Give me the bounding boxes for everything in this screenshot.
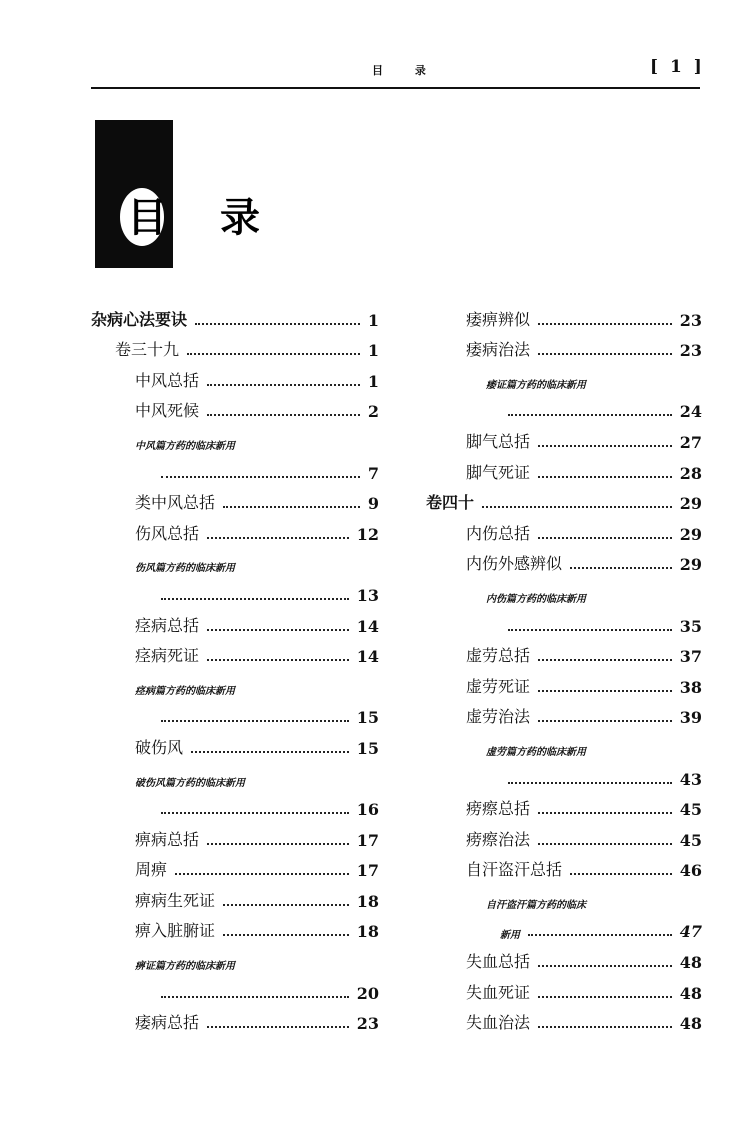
toc-entry-page: 12 [356, 524, 379, 544]
toc-entry [91, 911, 379, 942]
toc-entry-page: 46 [679, 861, 702, 881]
dot-leader [207, 1026, 349, 1028]
toc-entry-page: 2 [367, 402, 379, 422]
toc-entry [91, 574, 379, 605]
dot-leader [538, 720, 672, 722]
toc-entry-page: 48 [679, 1014, 702, 1034]
toc-entry-title: 痹证篇方药的临床新用 [135, 961, 235, 973]
toc-entry [91, 758, 379, 789]
toc-entry-title: 伤风篇方药的临床新用 [135, 563, 235, 575]
toc-entry-page: 47 [679, 922, 702, 942]
toc-entry-title: 痉病死证 [135, 646, 200, 666]
header-rule [91, 87, 700, 89]
dot-leader [538, 843, 672, 845]
toc-entry-page: 38 [679, 677, 702, 697]
dot-leader [161, 720, 349, 722]
toc-entry [91, 789, 379, 820]
toc-entry-page: 7 [367, 463, 379, 483]
dot-leader [570, 873, 672, 875]
toc-entry-title: 痹病生死证 [135, 890, 216, 910]
dot-leader [538, 445, 672, 447]
toc-entry-page: 29 [679, 524, 702, 544]
dot-leader [482, 506, 672, 508]
toc-entry [426, 483, 702, 514]
toc-entry-page: 9 [367, 494, 379, 514]
toc-entry [426, 880, 702, 911]
toc-entry [426, 758, 702, 789]
toc-entry-title: 伤风总括 [135, 523, 200, 543]
toc-entry-title: 痹入脏腑证 [135, 921, 216, 941]
toc-entry-title: 痨瘵总括 [466, 799, 531, 819]
toc-entry-title: 内伤总括 [466, 523, 531, 543]
toc-entry [426, 941, 702, 972]
toc-entry [91, 972, 379, 1003]
dot-leader [223, 506, 360, 508]
toc-entry [426, 513, 702, 544]
dot-leader [161, 598, 349, 600]
dot-leader [538, 1026, 672, 1028]
toc-entry-title: 虚劳治法 [466, 707, 531, 727]
toc-entry-page: 28 [679, 463, 702, 483]
dot-leader [538, 353, 672, 355]
dot-leader [538, 812, 672, 814]
toc-entry-title: 脚气总括 [466, 431, 531, 451]
toc-entry-title: 失血总括 [466, 952, 531, 972]
toc-entry [91, 697, 379, 728]
dot-leader [191, 751, 349, 753]
toc-entry-page: 45 [679, 800, 702, 820]
dot-leader [207, 537, 349, 539]
toc-entry-page: 18 [356, 922, 379, 942]
toc-entry [91, 391, 379, 422]
toc-entry [426, 819, 702, 850]
toc-entry [426, 727, 702, 758]
toc-entry-title: 卷三十九 [115, 340, 180, 360]
toc-entry [91, 452, 379, 483]
dot-leader [175, 873, 349, 875]
toc-entry-page: 20 [356, 983, 379, 1003]
toc-entry [91, 850, 379, 881]
dot-leader [161, 996, 349, 998]
toc-entry [91, 360, 379, 391]
toc-entry [91, 544, 379, 575]
toc-entry-page: 17 [356, 830, 379, 850]
toc-entry-page: 1 [367, 310, 379, 330]
toc-entry [91, 513, 379, 544]
toc-entry-title: 卷四十 [426, 493, 475, 513]
heading-char-mu: 目 [127, 194, 167, 241]
toc-entry-title: 失血死证 [466, 982, 531, 1002]
toc-entry [426, 391, 702, 422]
dot-leader [195, 323, 360, 325]
dot-leader [207, 414, 360, 416]
page-marker: [ 1 ] [650, 57, 705, 77]
toc-entry-page: 13 [356, 585, 379, 605]
toc-entry-title: 痨瘵治法 [466, 829, 531, 849]
toc-entry-page: 23 [356, 1014, 379, 1034]
toc-entry-title: 痹病总括 [135, 829, 200, 849]
toc-entry [426, 911, 702, 942]
toc-entry-page: 23 [679, 341, 702, 361]
dot-leader [538, 659, 672, 661]
toc-entry [426, 666, 702, 697]
toc-entry [426, 421, 702, 452]
toc-right-column [426, 299, 702, 1033]
toc-entry-title: 自汗盗汗篇方药的临床 [486, 899, 586, 911]
toc-entry-page: 29 [679, 494, 702, 514]
toc-entry-title: 痿证篇方药的临床新用 [486, 379, 586, 391]
toc-entry-title: 新用 [500, 930, 520, 942]
dot-leader [538, 996, 672, 998]
toc-entry-title: 内伤外感辨似 [466, 554, 563, 574]
toc-entry [426, 850, 702, 881]
toc-entry [426, 972, 702, 1003]
toc-entry-page: 37 [679, 647, 702, 667]
toc-entry [91, 421, 379, 452]
dot-leader [207, 659, 349, 661]
toc-entry [91, 880, 379, 911]
toc-entry-title: 痿病治法 [466, 340, 531, 360]
toc-entry-title: 中风篇方药的临床新用 [135, 440, 235, 452]
toc-entry [426, 299, 702, 330]
dot-leader [161, 476, 360, 478]
toc-entry-title: 脚气死证 [466, 462, 531, 482]
dot-leader [207, 843, 349, 845]
toc-entry-page: 18 [356, 891, 379, 911]
dot-leader [161, 812, 349, 814]
dot-leader [538, 476, 672, 478]
toc-entry [91, 1003, 379, 1034]
toc-entry-page: 29 [679, 555, 702, 575]
toc-entry [91, 483, 379, 514]
toc-entry [91, 819, 379, 850]
toc-entry-page: 27 [679, 432, 702, 452]
toc-entry-title: 周痹 [135, 860, 168, 880]
toc-entry-page: 15 [356, 738, 379, 758]
dot-leader [508, 629, 672, 631]
running-header-title: 目 录 [372, 64, 440, 77]
toc-entry-title: 破伤风 [135, 737, 184, 757]
toc-entry-page: 35 [679, 616, 702, 636]
toc-entry [426, 330, 702, 361]
dot-leader [508, 414, 672, 416]
toc-entry [91, 330, 379, 361]
toc-entry-page: 23 [679, 310, 702, 330]
toc-entry-page: 15 [356, 708, 379, 728]
dot-leader [187, 353, 360, 355]
toc-entry-title: 失血治法 [466, 1013, 531, 1033]
toc-entry-page: 14 [356, 647, 379, 667]
toc-entry-page: 24 [679, 402, 702, 422]
toc-entry [91, 299, 379, 330]
toc-entry-title: 痿病总括 [135, 1013, 200, 1033]
dot-leader [570, 567, 672, 569]
toc-entry-title: 虚劳篇方药的临床新用 [486, 746, 586, 758]
toc-entry-page: 14 [356, 616, 379, 636]
dot-leader [207, 384, 360, 386]
dot-leader [528, 934, 672, 936]
toc-entry [426, 636, 702, 667]
toc-entry [426, 574, 702, 605]
toc-entry-page: 17 [356, 861, 379, 881]
toc-entry-title: 痿痹辨似 [466, 309, 531, 329]
toc-entry-title: 破伤风篇方药的临床新用 [135, 777, 245, 789]
toc-entry [91, 605, 379, 636]
toc-entry-title: 自汗盗汗总括 [466, 860, 563, 880]
toc-entry [426, 1003, 702, 1034]
toc-entry [426, 360, 702, 391]
toc-entry-page: 1 [367, 341, 379, 361]
dot-leader [508, 782, 672, 784]
heading-char-lu: 录 [220, 194, 260, 241]
dot-leader [223, 934, 349, 936]
toc-entry-title: 中风死候 [135, 401, 200, 421]
toc-entry-page: 48 [679, 983, 702, 1003]
toc-entry-page: 1 [367, 371, 379, 391]
toc-entry-page: 48 [679, 953, 702, 973]
toc-entry-title: 中风总括 [135, 370, 200, 390]
dot-leader [223, 904, 349, 906]
toc-entry-page: 45 [679, 830, 702, 850]
toc-entry [91, 666, 379, 697]
toc-entry-title: 杂病心法要诀 [91, 309, 188, 329]
toc-entry-page: 39 [679, 708, 702, 728]
toc-entry-title: 类中风总括 [135, 493, 216, 513]
toc-entry-title: 虚劳总括 [466, 646, 531, 666]
toc-entry-title: 内伤篇方药的临床新用 [486, 593, 586, 605]
toc-entry-page: 16 [356, 800, 379, 820]
toc-left-column [91, 299, 379, 1033]
toc-entry [426, 789, 702, 820]
toc-entry-title: 痉病篇方药的临床新用 [135, 685, 235, 697]
toc-entry [426, 452, 702, 483]
toc-entry [426, 697, 702, 728]
toc-entry [91, 941, 379, 972]
toc-entry [91, 727, 379, 758]
dot-leader [538, 323, 672, 325]
dot-leader [538, 690, 672, 692]
toc-entry [426, 544, 702, 575]
toc-entry-page: 43 [679, 769, 702, 789]
dot-leader [538, 537, 672, 539]
toc-entry-title: 痉病总括 [135, 615, 200, 635]
toc-entry-title: 虚劳死证 [466, 676, 531, 696]
dot-leader [538, 965, 672, 967]
toc-entry [91, 636, 379, 667]
toc-entry [426, 605, 702, 636]
dot-leader [207, 629, 349, 631]
